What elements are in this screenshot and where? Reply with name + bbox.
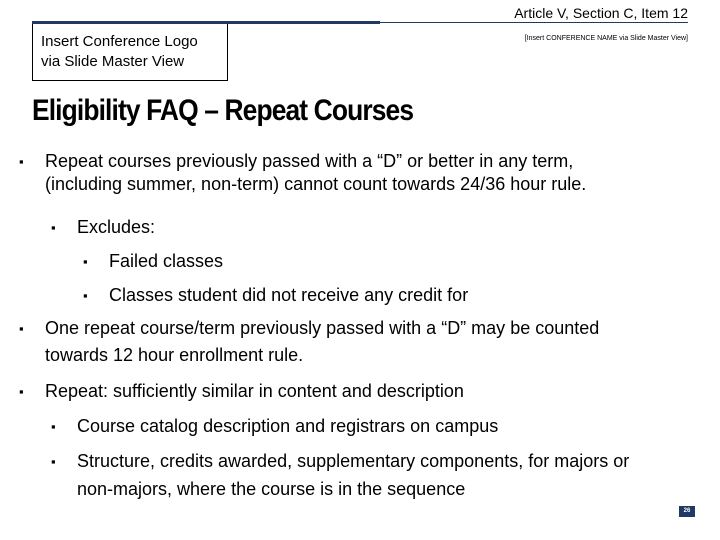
bullet-3-1: Course catalog description and registrars on campus bbox=[77, 416, 499, 436]
bullet-marker: ▪ bbox=[83, 288, 88, 303]
bullet-marker: ▪ bbox=[19, 321, 24, 336]
bullet-marker: ▪ bbox=[19, 154, 24, 169]
bullet-marker: ▪ bbox=[51, 419, 56, 434]
bullet-marker: ▪ bbox=[51, 454, 56, 469]
bullet-1-line1: Repeat courses previously passed with a “D” or better in any term, bbox=[45, 151, 574, 171]
bullet-2-line2: towards 12 hour enrollment rule. bbox=[45, 345, 304, 365]
bullet-3: Repeat: sufficiently similar in content and description bbox=[45, 381, 464, 401]
bullet-2-line1: One repeat course/term previously passed with a “D” may be counted bbox=[45, 318, 600, 338]
logo-placeholder-line2: via Slide Master View bbox=[41, 53, 185, 70]
slide-title: Eligibility FAQ – Repeat Courses bbox=[32, 94, 414, 127]
bullet-3-2-line2: non-majors, where the course is in the sequence bbox=[77, 479, 466, 499]
bullet-1-1-2: Classes student did not receive any credit for bbox=[109, 285, 469, 305]
conference-name: [Insert CONFERENCE NAME via Slide Master View] bbox=[524, 35, 688, 42]
bullet-1-1: Excludes: bbox=[77, 217, 156, 237]
bullet-3-2-line1: Structure, credits awarded, supplementary components, for majors or bbox=[77, 451, 630, 471]
bullet-marker: ▪ bbox=[83, 254, 88, 269]
bullet-1-line2: (including summer, non-term) cannot count towards 24/36 hour rule. bbox=[45, 174, 587, 194]
logo-placeholder-line1: Insert Conference Logo bbox=[41, 33, 198, 50]
bullet-marker: ▪ bbox=[51, 220, 56, 235]
bullet-1-1-1: Failed classes bbox=[109, 251, 224, 271]
bullet-marker: ▪ bbox=[19, 384, 24, 399]
article-reference: Article V, Section C, Item 12 bbox=[514, 5, 688, 21]
page-number: 26 bbox=[679, 506, 695, 517]
